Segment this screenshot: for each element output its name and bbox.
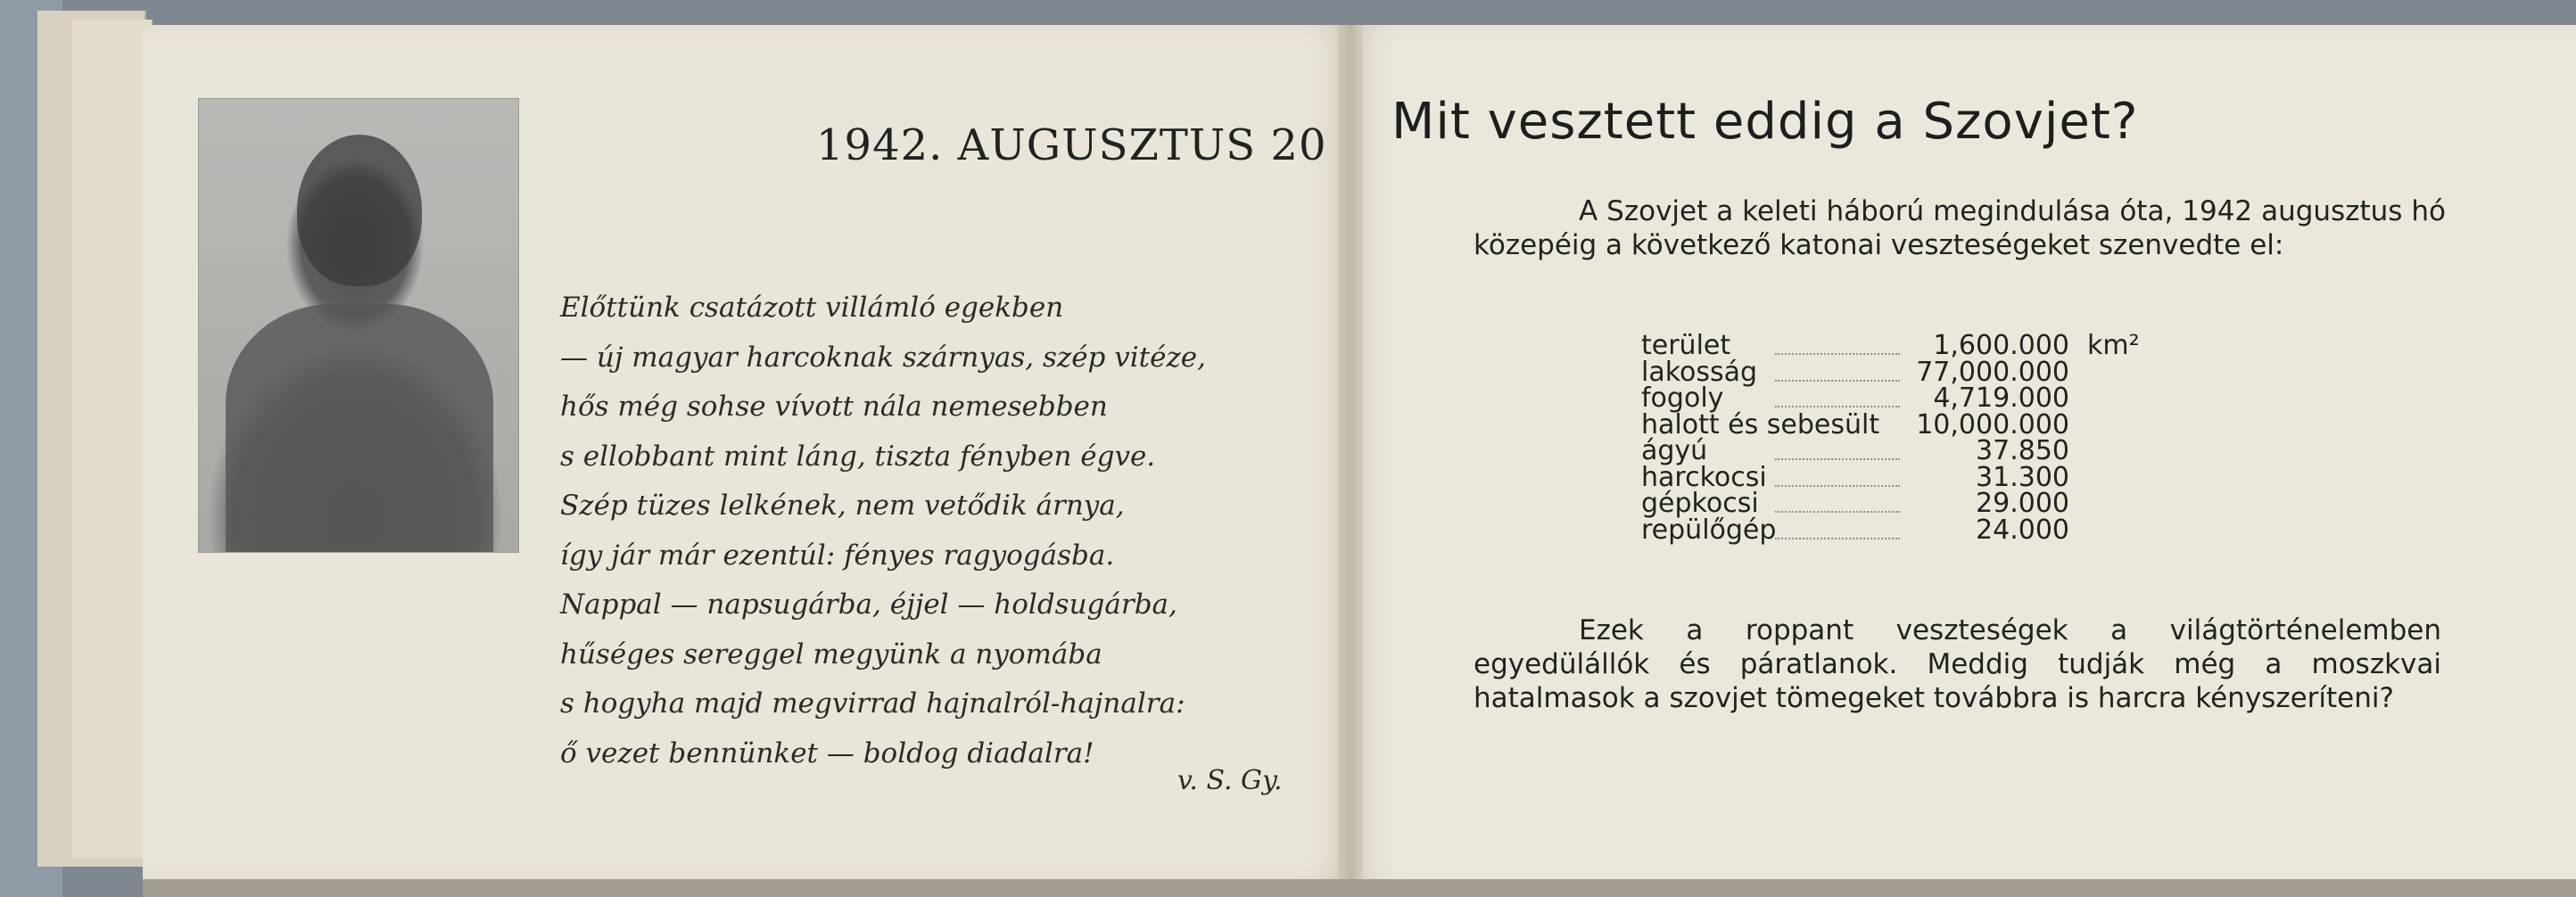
page-stack-inner [71,20,153,858]
loss-value: 24.000 [1976,514,2069,546]
poem [560,284,1336,778]
dot-leader [1775,520,1900,539]
loss-label: gépkocsi [1641,488,1759,519]
portrait-head [297,135,422,286]
losses-table [1641,330,2266,546]
loss-value: 10,000.000 [1916,408,2069,440]
poem-line: — új magyar harcoknak szárnyas, szép vitéze, [560,341,1207,374]
poem-line: Előttünk csatázott villámló egekben [560,292,1064,324]
poem-line: így jár már ezentúl: fényes ragyogásba. [560,539,1115,572]
loss-label: repülőgép [1641,514,1777,546]
loss-row [1641,461,2266,493]
pilot-portrait-photo [198,98,519,553]
portrait-body [226,304,493,552]
loss-value: 77,000.000 [1916,356,2069,388]
poem-line: s hogyha majd megvirrad hajnalról-hajnalra: [560,687,1185,720]
poem-line: Szép tüzes lelkének, nem vetődik árnya, [560,490,1125,522]
loss-label: harckocsi [1641,461,1767,493]
loss-row [1641,435,2266,466]
dot-leader [1775,440,1900,460]
loss-row [1641,408,2266,440]
book-bottom-edge [143,879,2576,897]
poem-line: Nappal — napsugárba, éjjel — holdsugárba, [560,588,1177,621]
loss-value: 1,600.000 [1933,330,2069,361]
dot-leader [1775,493,1900,513]
loss-value: 37.850 [1976,435,2069,466]
loss-row [1641,488,2266,519]
poem-signature: v. S. Gy. [1177,765,1283,796]
loss-label: ágyú [1641,435,1708,466]
date-title: 1942. AUGUSZTUS 20 [816,120,1327,170]
loss-row [1641,514,2266,546]
dot-leader [1775,362,1900,382]
loss-label: lakosság [1641,356,1758,388]
poem-line: ő vezet bennünket — boldog diadalra! [560,737,1094,769]
loss-label: terület [1641,330,1731,361]
book-gutter [1338,25,1363,890]
page-heading: Mit vesztett eddig a Szovjet? [1391,93,2139,151]
loss-row [1641,330,2266,361]
intro-paragraph: A Szovjet a keleti háború megindulása óta, 1942 augusztus hó közepéig a következő katonai veszteségeket szenvedte el: [1474,195,2446,261]
loss-row [1641,356,2266,388]
loss-label: fogoly [1641,383,1724,414]
loss-value: 31.300 [1976,461,2069,493]
dot-leader [1775,467,1900,487]
poem-line: s ellobbant mint láng, tiszta fényben égve. [560,440,1156,473]
poem-line: hős még sohse vívott nála nemesebben [560,391,1108,423]
closing-paragraph: Ezek a roppant veszteségek a világtörténelemben egyedülállók és páratlanok. Meddig tudják még a moszkvai hatalmasok a szovjet tömegeket továbbra is harcra kényszeríteni? [1474,614,2441,714]
loss-unit: km² [2087,330,2140,361]
loss-value: 4,719.000 [1933,383,2069,414]
dot-leader [1775,335,1900,355]
loss-label: halott és sebesült [1641,408,1880,440]
dot-leader [1775,388,1900,407]
loss-value: 29.000 [1976,488,2069,519]
poem-line: hűséges sereggel megyünk a nyomába [560,638,1102,671]
loss-row [1641,383,2266,414]
